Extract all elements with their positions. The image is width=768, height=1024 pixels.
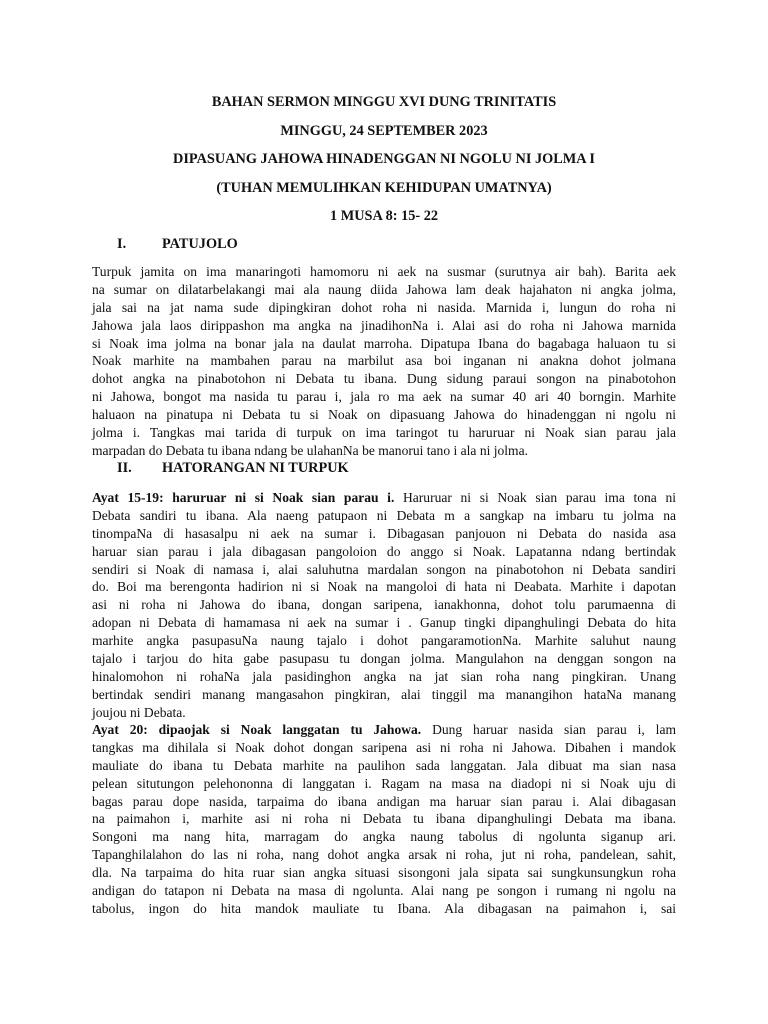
paragraph-line: Tapanghilalahon do las ni roha, nang dohot angka arsak ni roha, jut ni roha, pandelean, sahit, xyxy=(92,847,676,863)
paragraph-ayat-15-19 xyxy=(92,489,676,722)
paragraph-line: jolma i. Tangkas mai tarida di turpuk on ima taringot tu haruruar ni Noak sian parau jala xyxy=(92,425,676,441)
paragraph-line: tinompaNa di hasasalpu ni aek na sumar i. Dibagasan panjouon ni Debata do nasida asa xyxy=(92,525,676,541)
paragraph-line: andigan do tatapon ni Debata na masa di ngolunta. Alai nang pe songon i rumang ni ngolu na xyxy=(92,883,676,899)
paragraph-line: bagas parau dope nasida, tarpaima do ibana andigan ma haruar sian parau i. Alai dibagasan xyxy=(92,793,676,809)
paragraph-line: joujou ni Debata. xyxy=(92,704,186,720)
header-date-line: MINGGU, 24 SEPTEMBER 2023 xyxy=(280,122,488,139)
paragraph-line xyxy=(92,489,676,507)
paragraph-line: na sumar on dilatarbelakangi mai ala naung diida Jahowa lam deak hajahaton ni angka jolma, xyxy=(92,281,676,297)
paragraph-line: pelean situtungon pelehononna di langgatan i. Ragam na masa na diadopi ni si Noak uju di xyxy=(92,775,676,791)
header-translation-line: (TUHAN MEMULIHKAN KEHIDUPAN UMATNYA) xyxy=(216,179,552,196)
paragraph-line xyxy=(92,721,676,739)
paragraph-line: haruar sian parau i jala dibagasan pangoloion do anggo si Noak. Lapatanna ndang bertindak xyxy=(92,543,676,559)
paragraph-line: sendiri si Noak di namasa i, alai saluhutna mardalan songon na pinabotohon ni Debata sandiri xyxy=(92,561,676,577)
paragraph-line: tabolus, ingon do hita mandok mauliate tu Ibana. Ala dibagasan na paimahon i, sai xyxy=(92,900,676,916)
paragraph-line: marhite angka pasupasuNa naung tajalo i dohot pangaramotionNa. Marhite saluhut naung xyxy=(92,633,676,649)
verse-lead: Ayat 20: dipaojak si Noak langgatan tu Jahowa. xyxy=(92,722,422,737)
paragraph-line: asi ni roha ni Jahowa do ibana, dongan saripena, ianakhonna, dohot tolu parumaenna di xyxy=(92,597,676,613)
paragraph-line: tajalo i tarjou do hita gabe pasupasu tu dongan jolma. Mangulahon na denggan songon na xyxy=(92,651,676,667)
paragraph-line: si Noak ima jolma na bonar jala na daulat marroha. Dipatupa Ibana do bagabaga haluaon tu si xyxy=(92,335,676,351)
paragraph-line: mauliate do ibana tu Debata marhite na paulihon sada langgatan. Jala dibuat ma sian nasa xyxy=(92,757,676,773)
section-heading-2 xyxy=(117,460,349,477)
paragraph-line: Jahowa jala laos dirippashon ma angka na jinadihonNa i. Alai asi do roha ni Jahowa marnida xyxy=(92,317,676,333)
paragraph-line: Debata sandiri tu ibana. Ala naeng patupaon ni Debata m a sangkap na imbaru tu jolma na xyxy=(92,507,676,523)
section-number: I. xyxy=(117,236,127,252)
paragraph-line: marpadan do Debata tu ibana ndang be ulahanNa be manorui tano i ala ni jolma. xyxy=(92,442,528,458)
document-header xyxy=(92,88,676,231)
paragraph-line: dohot angka na pinabotohon ni Debata tu ibana. Dung sidung paraui songon na pinabotohon xyxy=(92,371,676,387)
paragraph-line: haluaon na pinatupa ni Debata tu si Noak on dipasuang Jahowa do hinadenggan ni ngolu ni xyxy=(92,407,676,423)
header-title-line: BAHAN SERMON MINGGU XVI DUNG TRINITATIS xyxy=(211,94,557,110)
paragraph-line: ni Jahowa, bongot ma nasida tu parau i, jala ro ma aek na sumar 40 ari 40 borngin. Marhite xyxy=(92,389,676,405)
paragraph-line: do. Boi ma berengonta hadirion ni si Noak na mangoloi di hata ni Deabata. Marhite i dapotan xyxy=(92,579,676,595)
paragraph-line: na paimahon i, marhite asi ni roha ni Debata tu ibana dipanghulingi Debata ma ibana. xyxy=(92,811,676,827)
paragraph-line: Turpuk jamita on ima manaringoti hamomoru ni aek na susmar (surutnya air bah). Barita aek xyxy=(92,264,676,279)
paragraph-line: bertindak sendiri manang mangasahon pingkiran, alai tinggil ma manangihon hataNa manang xyxy=(92,686,676,702)
paragraph-line: hinalomohon ni rohaNa jala pasidinghon angka na jat sian roha nang pingkiran. Unang xyxy=(92,668,676,684)
paragraph-line: adopan ni Debata di hamamasa ni aek na sumar i . Ganup tingki dipanghulingi Debata do hita xyxy=(92,615,676,631)
header-theme-line: DIPASUANG JAHOWA HINADENGGAN NI NGOLU NI JOLMA I xyxy=(173,151,595,167)
section-title: PATUJOLO xyxy=(162,236,238,252)
paragraph-line-text: Haruruar ni si Noak sian parau ima tona ni xyxy=(394,490,676,505)
paragraph-line: Noak marhite na mambahen parau na marbilut asa boi inganan ni anakna dohot jolmana xyxy=(92,353,676,369)
paragraph-intro xyxy=(92,263,676,460)
paragraph-line-text: Dung haruar nasida sian parau i, lam xyxy=(421,722,676,737)
paragraph-ayat-20 xyxy=(92,721,676,918)
section-title: HATORANGAN NI TURPUK xyxy=(162,460,349,476)
paragraph-line: tangkas ma dihilala si Noak dohot dongan saripena asi ni roha ni Jahowa. Dibahen i mandok xyxy=(92,739,676,755)
paragraph-line: jala sai na jat nama sude dipingkiran dohot roha ni nasida. Marnida i, lungun do roha ni xyxy=(92,299,676,315)
section-number: II. xyxy=(117,460,132,476)
header-scripture-line: 1 MUSA 8: 15- 22 xyxy=(329,208,438,224)
paragraph-line: Songoni ma nang hita, marragam do angka naung tabolus di ngolunta siganup ari. xyxy=(92,829,676,845)
paragraph-line: dla. Na tarpaima do hita ruar sian angka situasi sisongoni jala sipata sai sungkunsungkun roha xyxy=(92,865,676,881)
section-heading-1 xyxy=(117,236,238,253)
verse-lead: Ayat 15-19: haruruar ni si Noak sian parau i. xyxy=(92,490,395,505)
